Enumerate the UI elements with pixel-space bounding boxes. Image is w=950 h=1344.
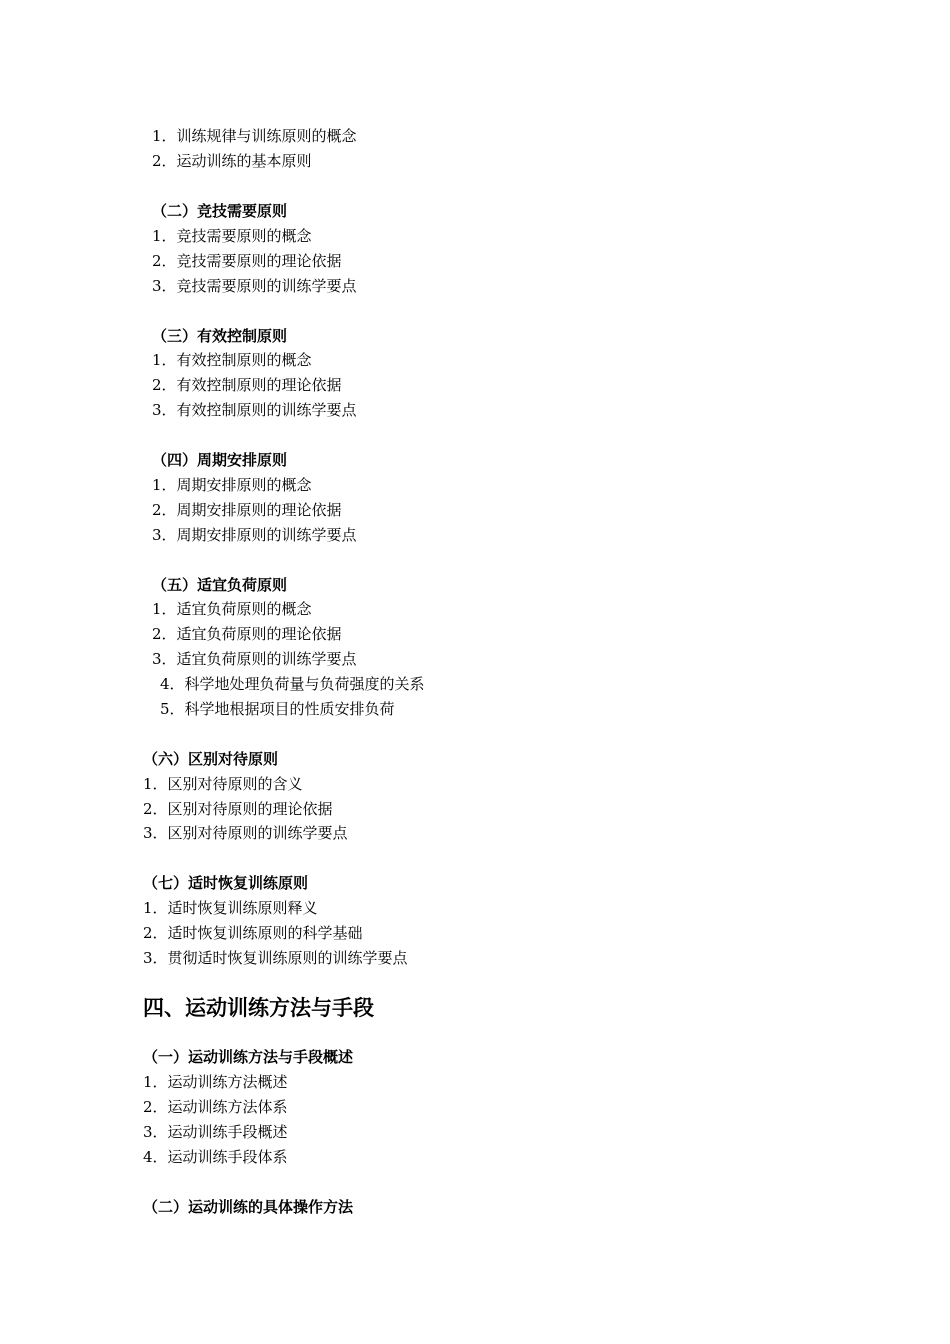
section-heading: （四）周期安排原则 (152, 451, 288, 469)
list-item: 3．竞技需要原则的训练学要点 (152, 277, 357, 295)
list-item: 1．周期安排原则的概念 (152, 476, 312, 494)
list-item: 5．科学地根据项目的性质安排负荷 (160, 700, 395, 718)
list-item: 2．适时恢复训练原则的科学基础 (143, 924, 363, 942)
list-item: 2．区别对待原则的理论依据 (143, 800, 333, 818)
list-item: 2．运动训练的基本原则 (152, 152, 312, 170)
list-item: 2．有效控制原则的理论依据 (152, 376, 342, 394)
section-heading: （二）运动训练的具体操作方法 (143, 1198, 354, 1216)
section-heading: （二）竞技需要原则 (152, 202, 288, 220)
list-item: 1．竞技需要原则的概念 (152, 227, 312, 245)
list-item: 1．区别对待原则的含义 (143, 775, 303, 793)
list-item: 1．训练规律与训练原则的概念 (152, 127, 357, 145)
section-heading: （七）适时恢复训练原则 (143, 874, 309, 892)
list-item: 2．周期安排原则的理论依据 (152, 501, 342, 519)
section-heading: （三）有效控制原则 (152, 327, 288, 345)
list-item: 2．竞技需要原则的理论依据 (152, 252, 342, 270)
list-item: 3．贯彻适时恢复训练原则的训练学要点 (143, 949, 408, 967)
chapter-heading: 四、运动训练方法与手段 (143, 995, 374, 1020)
section-heading: （五）适宜负荷原则 (152, 576, 288, 594)
list-item: 1．适宜负荷原则的概念 (152, 600, 312, 618)
list-item: 2．运动训练方法体系 (143, 1098, 288, 1116)
section-heading: （六）区别对待原则 (143, 750, 279, 768)
list-item: 4．科学地处理负荷量与负荷强度的关系 (160, 675, 425, 693)
list-item: 1．有效控制原则的概念 (152, 351, 312, 369)
list-item: 1．适时恢复训练原则释义 (143, 899, 318, 917)
list-item: 2．适宜负荷原则的理论依据 (152, 625, 342, 643)
list-item: 3．适宜负荷原则的训练学要点 (152, 650, 357, 668)
list-item: 3．有效控制原则的训练学要点 (152, 401, 357, 419)
list-item: 3．运动训练手段概述 (143, 1123, 288, 1141)
list-item: 3．区别对待原则的训练学要点 (143, 824, 348, 842)
list-item: 1．运动训练方法概述 (143, 1073, 288, 1091)
list-item: 3．周期安排原则的训练学要点 (152, 526, 357, 544)
list-item: 4．运动训练手段体系 (143, 1148, 288, 1166)
section-heading: （一）运动训练方法与手段概述 (143, 1048, 354, 1066)
